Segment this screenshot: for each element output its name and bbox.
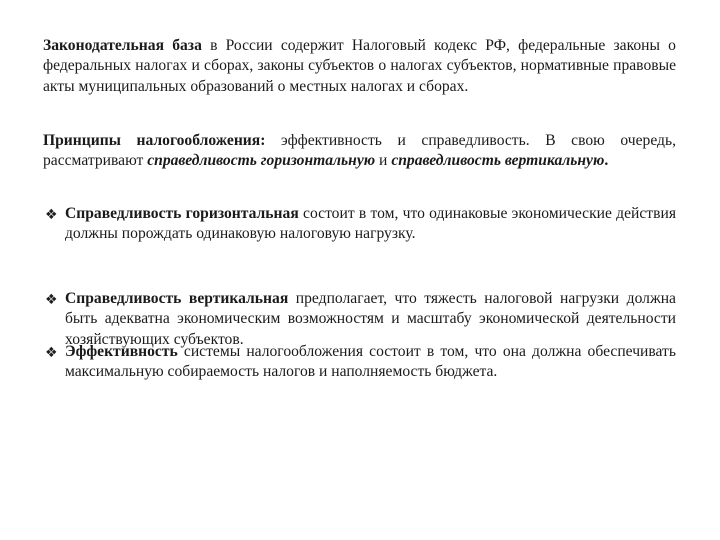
principles-vertical-term: справедливость вертикальную bbox=[391, 152, 605, 170]
efficiency-description: системы налогообложения состоит в том, что она должна обеспечивать максимальную собираемость налогов и наполняемость бюджета. bbox=[65, 343, 676, 381]
principles-term: Принципы налогообложения: bbox=[43, 132, 266, 149]
principles-text: эффективность и справедливость. В свою очередь, рассматривают bbox=[43, 132, 676, 170]
bullet-horizontal-fairness bbox=[45, 204, 676, 245]
bullet-efficiency bbox=[45, 342, 676, 383]
legal-base-term: Законодательная база bbox=[43, 37, 202, 54]
legal-base-text: в России содержит Налоговый кодекс РФ, федеральные законы о федеральных налогах и сборах, законы субъектов о налогах субъектов, нормативные правовые акты муниципальных образований о местных налогах и сборах. bbox=[43, 37, 676, 95]
diamond-bullet-icon: ❖ bbox=[45, 207, 58, 223]
diamond-bullet-icon: ❖ bbox=[45, 345, 58, 361]
principles-period: . bbox=[604, 152, 609, 170]
paragraph-legal-base bbox=[43, 36, 676, 97]
efficiency-term: Эффективность bbox=[65, 343, 178, 360]
paragraph-principles bbox=[43, 131, 676, 172]
horizontal-fairness-description: состоит в том, что одинаковые экономические действия должны порождать одинаковую налоговую нагрузку. bbox=[65, 205, 676, 243]
bullet-horizontal-text bbox=[65, 204, 676, 245]
vertical-fairness-term: Справедливость вертикальная bbox=[65, 290, 289, 307]
principles-conjunction: и bbox=[375, 152, 392, 170]
horizontal-fairness-term: Справедливость горизонтальная bbox=[65, 205, 299, 222]
diamond-bullet-icon: ❖ bbox=[45, 292, 58, 308]
vertical-fairness-description: предполагает, что тяжесть налоговой нагрузки должна быть адекватна экономическим возможностям и масштабу экономической деятельности хозяйствующих субъектов. bbox=[65, 290, 676, 348]
principles-horizontal-term: справедливость горизонтальную bbox=[147, 152, 376, 170]
bullet-efficiency-text bbox=[65, 342, 676, 383]
